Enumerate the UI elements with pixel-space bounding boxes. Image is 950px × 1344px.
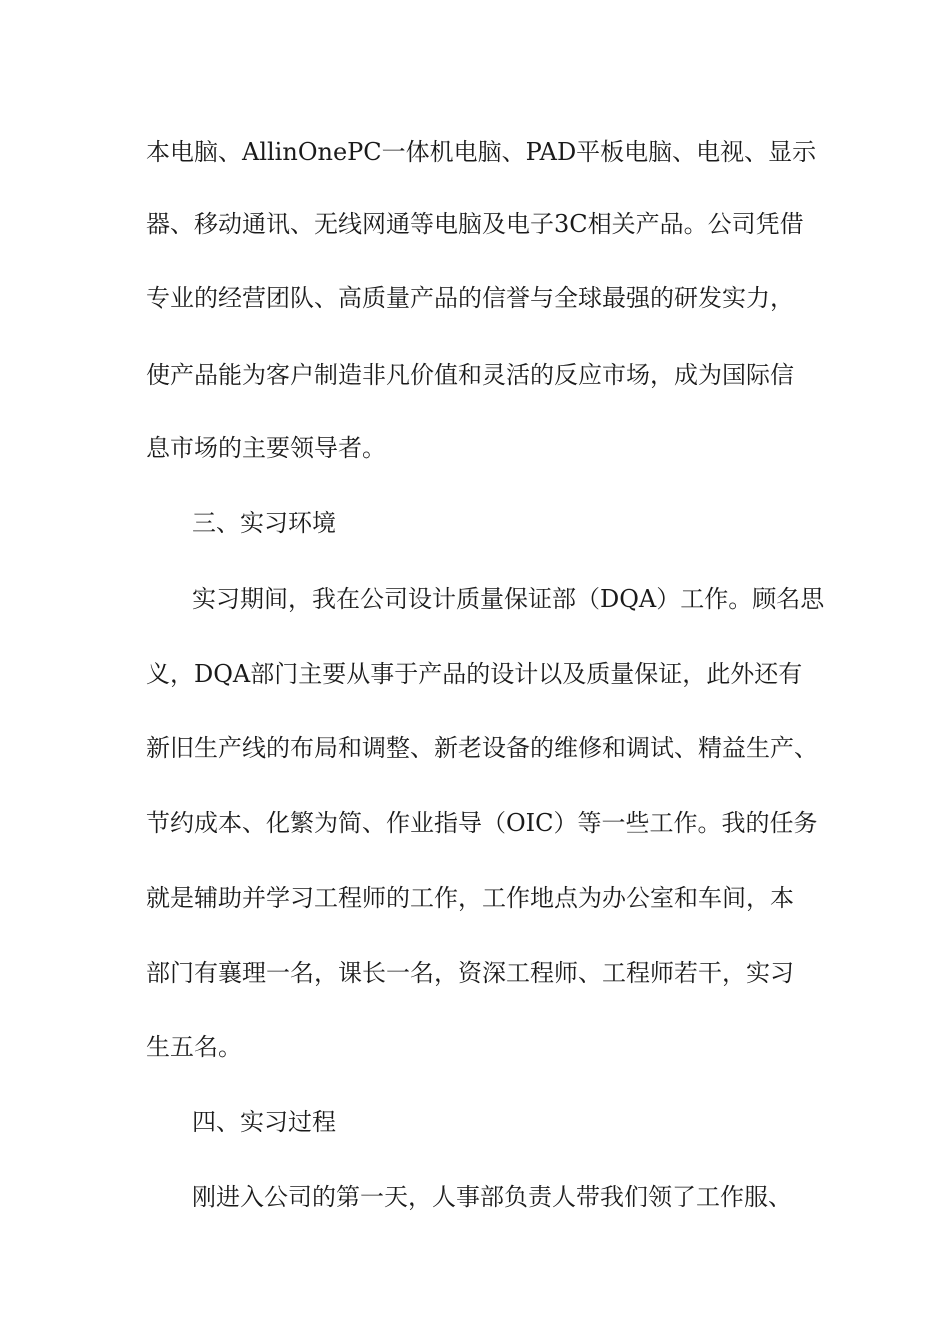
paragraph-line: 息市场的主要领导者。: [146, 434, 386, 462]
paragraph-line: 义，DQA部门主要从事于产品的设计以及质量保证，此外还有: [146, 660, 803, 688]
paragraph-line: 刚进入公司的第一天，人事部负责人带我们领了工作服、: [192, 1183, 792, 1211]
paragraph-line: 专业的经营团队、高质量产品的信誉与全球最强的研发实力，: [146, 284, 794, 312]
section-heading: 四、实习过程: [192, 1108, 336, 1136]
paragraph-line: 实习期间，我在公司设计质量保证部（DQA）工作。顾名思: [192, 585, 825, 613]
paragraph-line: 新旧生产线的布局和调整、新老设备的维修和调试、精益生产、: [146, 734, 818, 762]
paragraph-line: 本电脑、AllinOnePC一体机电脑、PAD平板电脑、电视、显示: [146, 138, 817, 166]
paragraph-line: 生五名。: [146, 1033, 242, 1061]
paragraph-line: 节约成本、化繁为简、作业指导（OIC）等一些工作。我的任务: [146, 809, 818, 837]
paragraph-line: 就是辅助并学习工程师的工作，工作地点为办公室和车间，本: [146, 884, 794, 912]
section-heading: 三、实习环境: [192, 509, 336, 537]
paragraph-line: 器、移动通讯、无线网通等电脑及电子3C相关产品。公司凭借: [146, 210, 804, 238]
paragraph-line: 部门有襄理一名，课长一名，资深工程师、工程师若干，实习: [146, 959, 794, 987]
paragraph-line: 使产品能为客户制造非凡价值和灵活的反应市场，成为国际信: [146, 361, 794, 389]
